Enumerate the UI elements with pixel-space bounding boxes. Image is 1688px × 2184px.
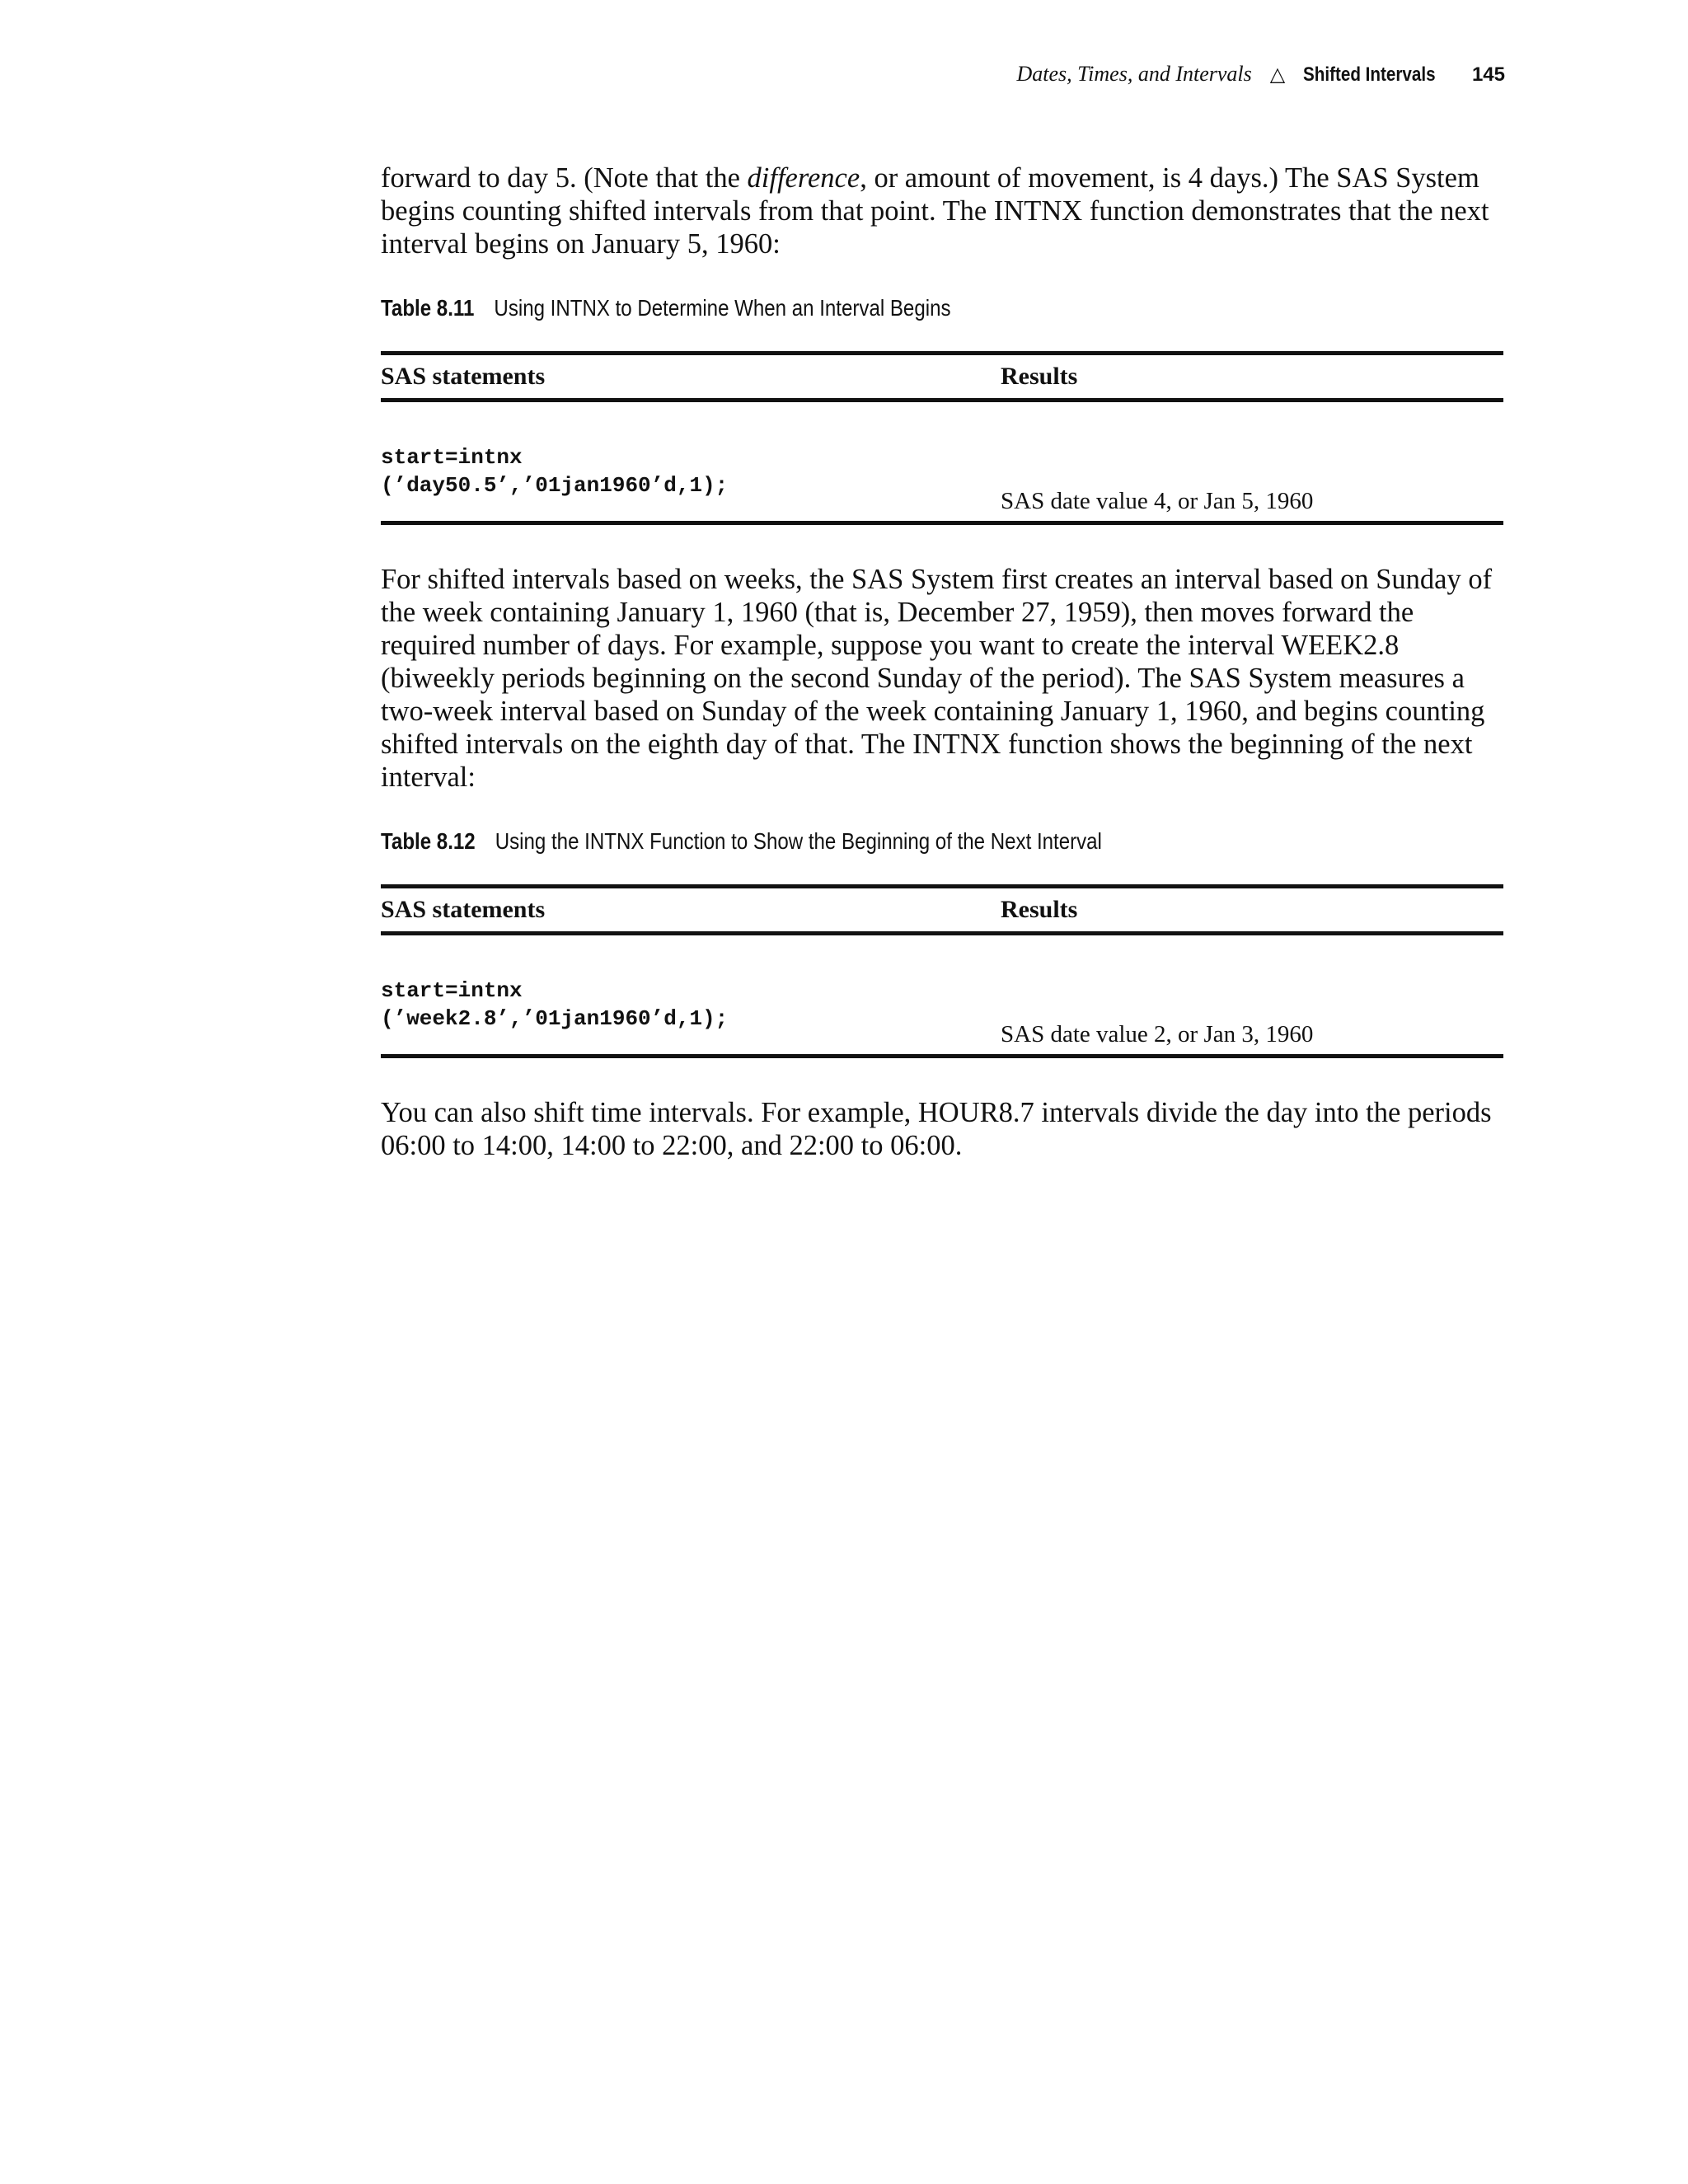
- table-row: [381, 402, 1503, 521]
- page-number: 145: [1471, 63, 1505, 86]
- table-caption-8-12: [381, 825, 1346, 858]
- column-header-results: Results: [1001, 363, 1078, 390]
- sas-code: [381, 977, 728, 1033]
- result-text: SAS date value 2, or Jan 3, 1960: [1001, 1021, 1314, 1047]
- column-header-results: Results: [1001, 896, 1078, 923]
- table-8-12: [381, 884, 1503, 1058]
- table-header-row: [381, 355, 1503, 398]
- table-number: Table 8.11: [381, 295, 475, 321]
- code-line: (’week2.8’,’01jan1960’d,1);: [381, 1006, 729, 1031]
- paragraph-1: [381, 162, 1503, 260]
- code-line: (’day50.5’,’01jan1960’d,1);: [381, 473, 729, 498]
- table-title: Using the INTNX Function to Show the Beginning of the Next Interval: [495, 828, 1102, 854]
- running-header: [1017, 58, 1506, 91]
- table-header-row: [381, 888, 1503, 931]
- chapter-title: Dates, Times, and Intervals: [1016, 62, 1252, 86]
- page-body: [381, 162, 1503, 1162]
- paragraph-3: You can also shift time intervals. For example, HOUR8.7 intervals divide the day into the periods 06:00 to 14:00, 14:00 to 22:00, and 22:00 to 06:00.: [381, 1097, 1492, 1161]
- emphasis-difference: difference: [747, 162, 860, 194]
- paragraph-2: For shifted intervals based on weeks, the SAS System first creates an interval based on Sunday of the week containing January 1, 1960 (that is, December 27, 1959), then moves forward the required number of days. For example, suppose you want to create the interval WEEK2.8 (biweekly periods beginning on the second Sunday of the period). The SAS System measures a two-week interval based on Sunday of the week containing January 1, 1960, and begins counting shifted intervals on the eighth day of that. The INTNX function shows the beginning of the next interval:: [381, 564, 1493, 793]
- table-number: Table 8.12: [381, 828, 476, 854]
- code-line: start=intnx: [381, 978, 523, 1003]
- table-caption-8-11: [381, 292, 1346, 325]
- table-bottom-rule: [381, 1054, 1503, 1058]
- sas-code: [381, 443, 728, 499]
- paragraph-1-text-a: forward to day 5. (Note that the: [381, 162, 748, 194]
- column-header-statements: SAS statements: [381, 363, 546, 390]
- table-row: [381, 935, 1503, 1054]
- table-title: Using INTNX to Determine When an Interval Begins: [494, 295, 951, 321]
- paragraph-1-text-b: , or amount of movement, is 4 days.) The SAS System begins counting shifted intervals from that point. The INTNX function demonstrates that the next interval begins on January 5, 1960:: [381, 162, 1489, 260]
- result-text: SAS date value 4, or Jan 5, 1960: [1001, 488, 1314, 514]
- table-bottom-rule: [381, 521, 1503, 525]
- table-8-11: [381, 351, 1503, 525]
- triangle-icon: △: [1269, 63, 1286, 86]
- code-line: start=intnx: [381, 445, 523, 470]
- column-header-statements: SAS statements: [381, 896, 546, 923]
- section-title: Shifted Intervals: [1303, 63, 1436, 86]
